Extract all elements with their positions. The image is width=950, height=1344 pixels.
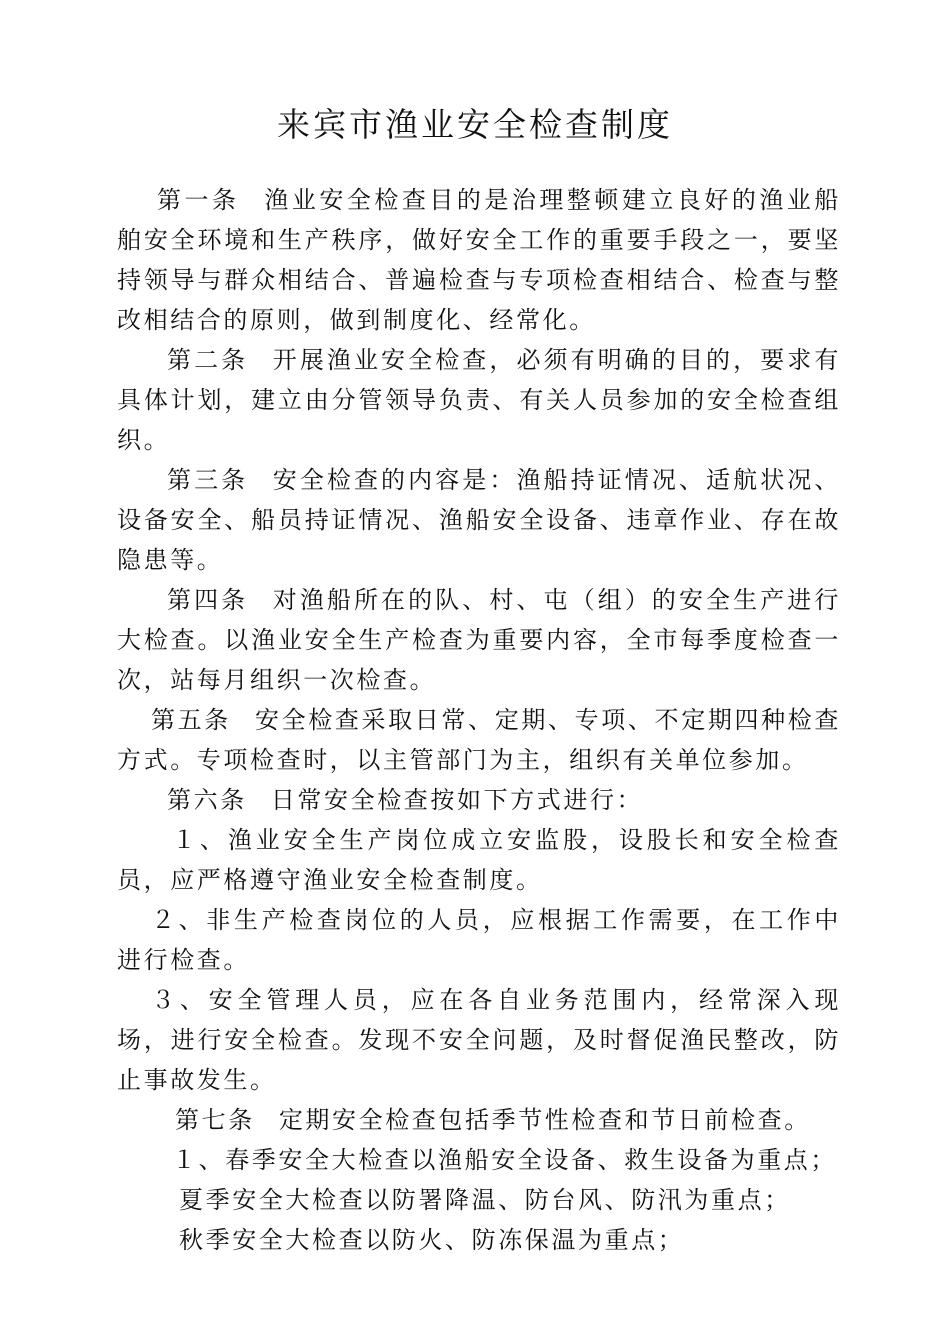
article-6-item-2: ２、非生产检查岗位的人员，应根据工作需要，在工作中进行检查。 xyxy=(117,906,841,974)
article-label: 第三条 xyxy=(167,466,249,494)
article-7 xyxy=(117,1100,841,1140)
article-label: 第二条 xyxy=(167,346,249,374)
article-7-item-2: 夏季安全大检查以防署降温、防台风、防汛为重点； xyxy=(179,1186,791,1214)
article-6 xyxy=(117,780,841,820)
article-7-item-3: 秋季安全大检查以防火、防冻保温为重点； xyxy=(179,1226,685,1254)
article-3 xyxy=(117,460,841,580)
article-1 xyxy=(117,180,841,340)
article-text: 开展渔业安全检查，必须有明确的目的，要求有具体计划，建立由分管领导负责、有关人员参加的安全检查组织。 xyxy=(117,346,841,454)
article-label: 第七条 xyxy=(175,1106,255,1134)
article-6-item-1: １、渔业安全生产岗位成立安监股，设股长和安全检查员，应严格遵守渔业安全检查制度。 xyxy=(117,826,841,894)
article-label: 第五条 xyxy=(151,706,231,734)
article-text: 渔业安全检查目的是治理整顿建立良好的渔业船舶安全环境和生产秩序，做好安全工作的重要手段之一，要坚持领导与群众相结合、普遍检查与专项检查相结合、检查与整改相结合的原则，做到制度化、经常化。 xyxy=(117,186,841,334)
article-5 xyxy=(117,700,841,780)
document-title: 来宾市渔业安全检查制度 xyxy=(277,105,673,144)
article-text: 日常安全检查按如下方式进行： xyxy=(270,786,644,814)
document-body xyxy=(117,180,841,1260)
article-label: 第六条 xyxy=(167,786,247,814)
article-2 xyxy=(117,340,841,460)
article-4 xyxy=(117,580,841,700)
article-label: 第四条 xyxy=(167,586,249,614)
article-6-item-3: ３、安全管理人员，应在各自业务范围内，经常深入现场，进行安全检查。发现不安全问题，及时督促渔民整改，防止事故发生。 xyxy=(117,986,841,1094)
article-text: 定期安全检查包括季节性检查和节日前检查。 xyxy=(278,1106,811,1134)
article-7-item-1: １、春季安全大检查以渔船安全设备、救生设备为重点； xyxy=(172,1146,837,1174)
article-text: 对渔船所在的队、村、屯（组）的安全生产进行大检查。以渔业安全生产检查为重要内容，全市每季度检查一次，站每月组织一次检查。 xyxy=(117,586,841,694)
article-text: 安全检查的内容是：渔船持证情况、适航状况、设备安全、船员持证情况、渔船安全设备、违章作业、存在故隐患等。 xyxy=(117,466,841,574)
article-text: 安全检查采取日常、定期、专项、不定期四种检查方式。专项检查时，以主管部门为主，组织有关单位参加。 xyxy=(117,706,841,774)
article-label: 第一条 xyxy=(157,186,240,214)
